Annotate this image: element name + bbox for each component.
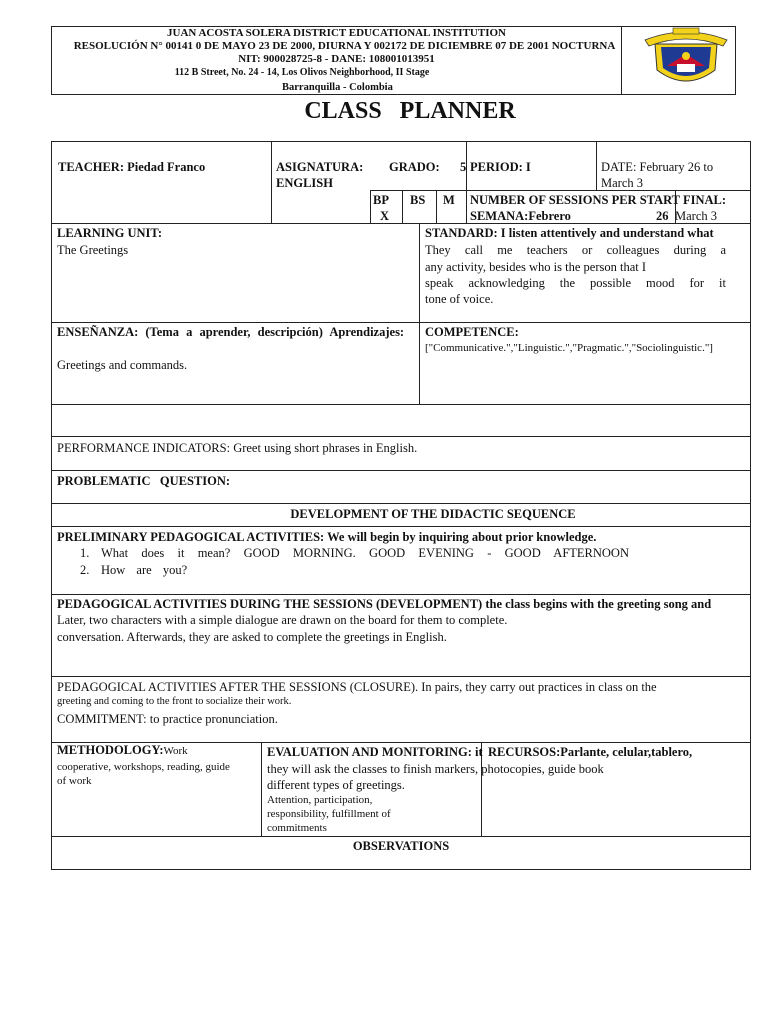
during-line1: Later, two characters with a simple dialogue are drawn on the board for them to complete. (57, 613, 508, 627)
commitment-line: COMMITMENT: to practice pronunciation. (57, 712, 278, 726)
competence-label: COMPETENCE: (425, 325, 519, 339)
ensenanza-value: Greetings and commands. (57, 358, 188, 372)
nit-line: NIT: 900028725-8 - DANE: 108001013951 (238, 53, 435, 65)
row-line (51, 470, 751, 471)
row-line (51, 223, 751, 224)
evaluation-line3: Attention, participation, (267, 794, 373, 806)
learning-unit-label: LEARNING UNIT: (57, 226, 162, 240)
performance-indicators: PERFORMANCE INDICATORS: Greet using short phrases in English. (57, 441, 418, 455)
col-line (419, 223, 420, 404)
city-line: Barranquilla - Colombia (282, 82, 393, 93)
row-line (51, 404, 751, 405)
institution-name: JUAN ACOSTA SOLERA DISTRICT EDUCATIONAL INSTITUTION (167, 27, 506, 39)
col-line (370, 190, 371, 223)
row-line (51, 836, 751, 837)
methodology-tail: Work (163, 745, 188, 757)
col-line (271, 141, 272, 223)
evaluation-label: EVALUATION AND MONITORING: it (267, 745, 483, 759)
evaluation-line4: responsibility, fulfillment of (267, 808, 391, 820)
col-line (261, 742, 262, 836)
period-label: PERIOD: I (470, 160, 531, 174)
teacher-label: TEACHER: Piedad Franco (58, 160, 206, 174)
bp-label: BP (373, 193, 389, 207)
final-value: March 3 (675, 209, 717, 223)
row-line (51, 436, 751, 437)
school-crest-icon (637, 26, 735, 94)
address-line: 112 B Street, No. 24 - 14, Los Olivos Neighborhood, II Stage (174, 67, 430, 78)
learning-unit-value: The Greetings (57, 243, 129, 257)
col-line (436, 190, 437, 223)
row-line (51, 503, 751, 504)
methodology-line2: cooperative, workshops, reading, guide (57, 761, 230, 773)
recursos-label: RECURSOS:Parlante, celular,tablero, (488, 745, 693, 759)
methodology-label (57, 742, 188, 758)
methodology-title: METHODOLOGY: (57, 743, 164, 757)
row-line (51, 594, 751, 595)
standard-line3: speak acknowledging the possible mood for it (425, 276, 726, 290)
development-title: DEVELOPMENT OF THE DIDACTIC SEQUENCE (290, 507, 576, 521)
col-line (596, 141, 597, 190)
during-label: PEDAGOGICAL ACTIVITIES DURING THE SESSIONS (DEVELOPMENT) the class begins with the greeting song and (57, 597, 712, 611)
header-divider (621, 26, 622, 95)
col-line (402, 190, 403, 223)
date-line2: March 3 (601, 176, 643, 190)
preliminary-item-text: How are you? (101, 563, 188, 577)
during-line2: conversation. Afterwards, they are asked to complete the greetings in English. (57, 630, 447, 644)
after-line1: PEDAGOGICAL ACTIVITIES AFTER THE SESSIONS (CLOSURE). In pairs, they carry out practices in class on the (57, 680, 657, 694)
grado-label: GRADO: (389, 160, 440, 174)
sessions-value: 26 (656, 209, 669, 223)
standard-label: STANDARD: I listen attentively and understand what (425, 226, 714, 240)
final-label: FINAL: (683, 193, 727, 207)
row-line (51, 676, 751, 677)
row-line (51, 526, 751, 527)
evaluation-line1: they will ask the classes to finish markers, photocopies, guide book (267, 762, 604, 776)
bp-mark: X (380, 209, 390, 223)
row-line (370, 190, 751, 191)
observations-title: OBSERVATIONS (352, 839, 450, 853)
evaluation-line2: different types of greetings. (267, 778, 405, 792)
standard-line1: They call me teachers or colleagues during a (425, 243, 726, 257)
preliminary-item-num: 1. (80, 546, 90, 560)
competence-value: ["Communicative.","Linguistic.","Pragmatic.","Sociolinguistic."] (425, 342, 713, 354)
bs-label: BS (410, 193, 426, 207)
semana-label: SEMANA:Febrero (470, 209, 571, 223)
col-line (466, 141, 467, 223)
standard-line4: tone of voice. (425, 292, 494, 306)
asignatura-label: ASIGNATURA: (276, 160, 364, 174)
methodology-line3: of work (57, 775, 92, 787)
resolution-line: RESOLUCIÓN N° 00141 0 DE MAYO 23 DE 2000, DIURNA Y 002172 DE DICIEMBRE 07 DE 2001 NOCTURNA (73, 40, 616, 52)
preliminary-item-num: 2. (80, 563, 90, 577)
subject-value: ENGLISH (276, 176, 333, 190)
m-label: M (443, 193, 455, 207)
problematic-question: PROBLEMATIC QUESTION: (57, 474, 231, 488)
evaluation-line5: commitments (267, 822, 327, 834)
page-title: CLASS PLANNER (304, 98, 516, 124)
sessions-label: NUMBER OF SESSIONS PER START (470, 193, 681, 207)
ensenanza-label: ENSEÑANZA: (Tema a aprender, descripción) Aprendizajes: (57, 325, 405, 339)
standard-line2: any activity, besides who is the person that I (425, 260, 647, 274)
grado-value: 5 (460, 160, 467, 174)
preliminary-item-text: What does it mean? GOOD MORNING. GOOD EVENING - GOOD AFTERNOON (101, 546, 629, 560)
preliminary-label: PRELIMINARY PEDAGOGICAL ACTIVITIES: We will begin by inquiring about prior knowledge. (57, 530, 597, 544)
row-line (51, 322, 751, 323)
after-line2: greeting and coming to the front to socialize their work. (57, 696, 292, 707)
date-line1: DATE: February 26 to (601, 160, 714, 174)
